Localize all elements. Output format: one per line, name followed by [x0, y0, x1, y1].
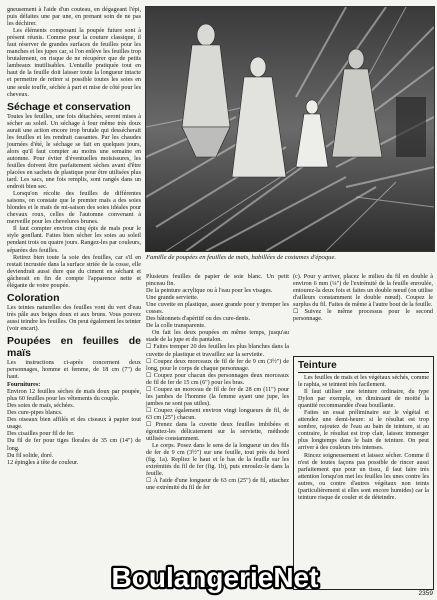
text-column-right: [293, 274, 433, 323]
section-heading-poupees: Poupées en feuilles de maïs: [7, 334, 141, 359]
body-paragraph: Lorsqu'on récolte des feuilles de différentes saisons, on constate que le premier maïs a des soies blondes et le maïs de mi-saison des soies idéales pour chevaux roux, celles de l'automne convenant à merveille pour les chevelures brunes.: [7, 191, 141, 226]
logo-text: BoulangerieNet: [111, 562, 319, 593]
teinture-title: Teinture: [298, 360, 429, 373]
supply-item: Des cisailles pour fil de fer.: [7, 431, 75, 438]
body-paragraph: gneusement à l'aide d'un couteau, en dégageant l'épi, puis défaites une par une, en prenant soin de ne pas les déchirer.: [7, 7, 141, 28]
body-paragraph: Le corps. Posez dans le sens de la longueur un des fils de fer de 9 cm (3½") sur une feuille, tout près du bord (fig. 1a). Repliez le haut et le bas de la feuille sur les extrémités du fil de fer (fig. 1b), puis enroulez-le dans la feuille.: [146, 443, 289, 478]
body-paragraph: De la colle transparente.: [146, 323, 206, 330]
body-paragraph: Retirez bien toute la soie des feuilles, car s'il en restait incrustée dans la surface striée de la cosse, elle deviendrait aussi dure que du ciment en séchant et gâcherait en fin de compte l'apparence nette et élégante de votre poupée.: [7, 254, 141, 289]
page-number: 2359: [418, 590, 433, 597]
supply-item: Des oiseaux bien affilés et des ciseaux à papier tout usage.: [7, 417, 141, 431]
instruction-step: ☐ Suivez le même processus pour le second personnage.: [293, 309, 433, 323]
body-paragraph: Faites un essai préliminaire sur le végétal et attendez une demi-heure: si le résultat est trop sombre, rajoutez de l'eau au bain de teinture, si au contraire, le résultat est trop clair, laissez immerger plus longtemps dans le bain de teinture. On peut arriver à des couleurs très intenses.: [298, 410, 429, 452]
section-heading-sechage: Séchage et conservation: [7, 100, 131, 113]
corn-husk-dolls-photo: [145, 6, 435, 252]
body-paragraph: On fait les deux poupées en même temps, jusqu'au stade de la jupe et du pantalon.: [146, 330, 289, 344]
supply-item: Du fil solide, doré.: [7, 452, 54, 459]
text-column-left: [7, 7, 141, 467]
body-paragraph: Les teintes naturelles des feuilles vont du vert d'eau très pâle aux beiges doux et aux bruns. Vous pouvez aussi teindre les feuilles. On peut également les teinter (voir encart).: [7, 304, 141, 332]
fournitures-heading: Fournitures:: [7, 382, 41, 389]
boulangerienet-watermark-logo: [95, 558, 335, 596]
photo-caption: Famille de poupées en feuilles de maïs, habillées de costumes d'époque.: [146, 254, 337, 261]
body-paragraph: Une cuvette en plastique, assez grande pour y tremper les cosses.: [146, 302, 289, 316]
photo-illustration: [146, 7, 434, 251]
body-paragraph: Plusieurs feuilles de papier de soie blanc. Un petit pinceau fin.: [146, 274, 289, 288]
body-paragraph: Il faut compter environ cinq épis de maïs pour le style gonflant. Faites bien sécher les soies au soleil pendant trois ou quatre jours. Rangez-les par couleurs, séparées des feuilles.: [7, 226, 141, 254]
instruction-step: ☐ Prenez dans la cuvette deux feuilles imbibées et égouttez-les délicatement sur la serviette, méthode utilisée constamment.: [146, 421, 289, 443]
body-paragraph: Les feuilles de maïs et les végétaux séchés, comme le raphia, se teintent très facilement.: [298, 375, 429, 389]
body-paragraph: Il faut utiliser une teinture ordinaire, du type Dylon par exemple, en diminuant de moitié la quantité recommandée d'eau bouillante.: [298, 389, 429, 410]
supply-item: Des soies de maïs, séchées.: [7, 403, 75, 410]
instruction-step: ☐ Coupez deux morceaux de fil de fer de 9 cm (3½") de long, pour le corps de chaque personnage.: [146, 358, 289, 372]
body-paragraph: De la peinture acrylique ou à l'eau pour les visages.: [146, 288, 273, 295]
body-paragraph: Une grande serviette.: [146, 295, 199, 302]
teinture-sidebar-box: [293, 356, 434, 590]
instruction-step: ☐ Faites tremper 20 des feuilles les plus blanches dans la cuvette de plastique et travaillez sur la serviette.: [146, 344, 289, 358]
instruction-step: ☐ Coupez également environ vingt longueurs de fil, de 63 cm (25") chacun.: [146, 407, 289, 421]
body-paragraph: Des bâtonnets d'apéritif ou des cure-dents.: [146, 316, 251, 323]
body-paragraph: (c). Pour y arriver, placez le milieu du fil en double à environ 6 mm (¼") de l'extrémité de la feuille enroulée, entourez-la deux fois et faites un double nœud (on utilise d'ailleurs constamment le double nœud). Coupez le surplus du fil. Faites de même à l'autre bout de la feuille.: [293, 274, 434, 309]
instruction-step: ☐ Coupez pour chacun des personnages deux morceaux de fil de fer de 15 cm (6") pour les bras.: [146, 372, 289, 386]
body-paragraph: Toutes les feuilles, une fois détachées, seront mises à sécher au soleil. Un séchage à four même très doux aurait une action encore trop brutale qui dessécherait les feuilles et les rendrait cassantes. Par les chaudes journées d'été, le séchage se fait en quelques jours, alors qu'il faut compter au moins une semaine en automne. Pour éviter d'éventuelles moisissures, les feuilles doivent être parfaitement sèches avant d'être placées en sachets de plastique pour être utilisées plus tard. Les sacs, une fois remplis, sont rangés dans un endroit bien sec.: [7, 113, 141, 191]
supply-item: 12 épingles à tête de couleur.: [7, 459, 79, 466]
supply-item: Du fil de fer pour tiges florales de 35 cm (14") de long.: [7, 438, 141, 452]
text-column-middle: [146, 274, 289, 492]
supply-item: Des cure-pipes blancs.: [7, 410, 63, 417]
body-paragraph: Rincez soigneusement et laissez sécher. Comme il n'est de toutes façons pas possible de rincer aussi parfaitement que pour un tissu, il faut faire très attention lorsqu'on met les feuilles les unes contre les autres, ou contre d'autres végétaux non teints (particulièrement si elles sont encore humides) car la teinture risque de couler et de déteindre.: [298, 452, 429, 501]
instruction-step: ☐ Coupez un morceau de fil de fer de 28 cm (11") pour les jambes de l'homme (la femme ayant une jupe, les jambes ne sont pas utiles).: [146, 386, 289, 407]
supply-item: Environ 12 feuilles sèches de maïs doux par poupée, plus 60 feuilles pour les vêtements du couple.: [7, 389, 141, 403]
instruction-step: ☐ À l'aide d'une longueur de 63 cm (25") de fil, attachez une extrémité du fil de fer: [146, 478, 289, 492]
section-heading-coloration: Coloration: [7, 291, 60, 304]
body-paragraph: Les éléments composant la poupée future sont à présent réunis. Comme pour la couture classique, il faut réserver de grandes surfaces de feuilles pour les manches et les jupes car, si l'on enlève les feuilles trop brutalement, on risque de ne récupérer que de petits lambeaux inutilisables. L'entaille pratiquée tout en haut de la feuille doit laisser toute la longueur intacte et permettre de retirer si possible toutes les soies en une seule touffe, séchée à part et mise de côté pour les cheveux.: [7, 28, 141, 98]
body-paragraph: Les instructions ci-après concernent deux personnages, homme et femme, de 18 cm (7") de haut.: [7, 359, 141, 381]
